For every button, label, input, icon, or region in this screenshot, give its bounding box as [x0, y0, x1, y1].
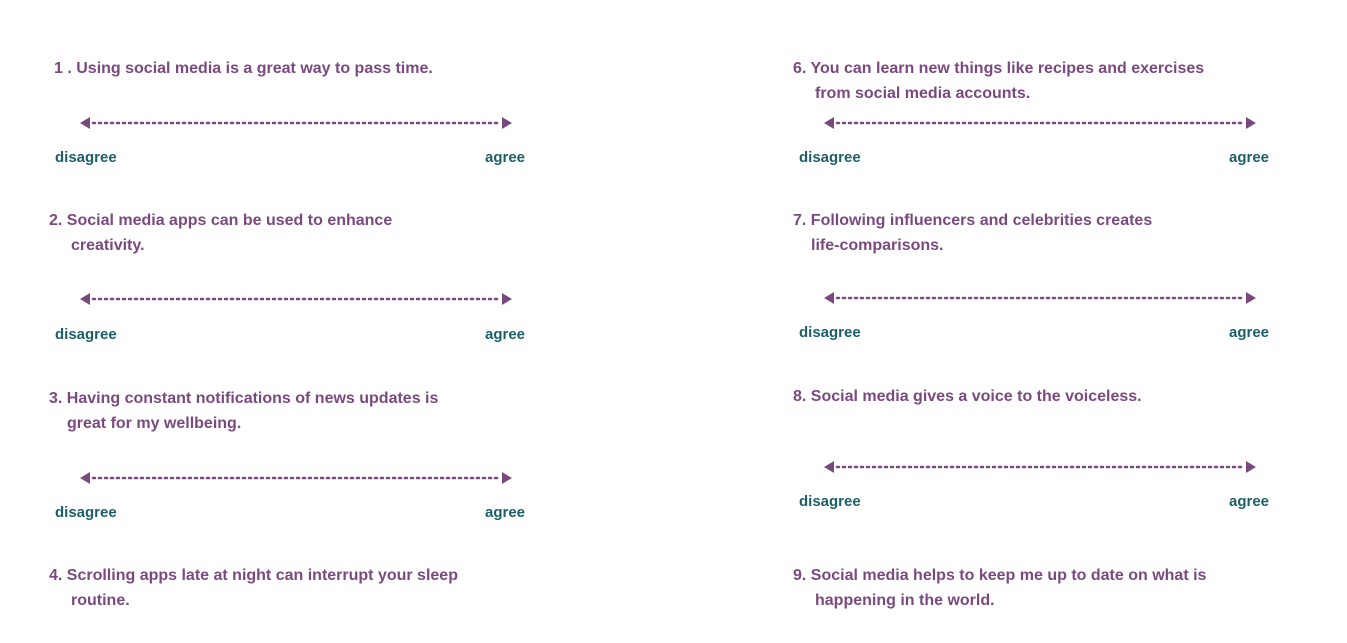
question-2-text-cont: creativity.	[71, 237, 145, 254]
agree-label-1: agree	[485, 149, 526, 166]
question-4	[49, 563, 458, 613]
question-2	[49, 208, 392, 258]
agree-scale-7[interactable]	[824, 291, 1256, 305]
question-4-text: 4. Scrolling apps late at night can interrupt your sleep	[49, 567, 458, 584]
agree-scale-3[interactable]	[80, 471, 512, 485]
disagree-label-7: disagree	[799, 324, 861, 341]
question-6-text-cont: from social media accounts.	[815, 85, 1031, 102]
agree-scale-8[interactable]	[824, 460, 1256, 474]
agree-scale-6[interactable]	[824, 116, 1256, 130]
agree-scale-2[interactable]	[80, 292, 512, 306]
question-3-text: 3. Having constant notifications of news updates is	[49, 390, 439, 407]
question-1-text: 1 . Using social media is a great way to pass time.	[54, 60, 433, 77]
question-9-text: 9. Social media helps to keep me up to date on what is	[793, 567, 1207, 584]
question-7-text: 7. Following influencers and celebrities creates	[793, 212, 1153, 229]
question-7-text-cont: life-comparisons.	[811, 237, 944, 254]
disagree-label-8: disagree	[799, 493, 861, 510]
question-7	[793, 208, 1152, 258]
question-6	[793, 56, 1204, 106]
disagree-label-2: disagree	[55, 326, 117, 343]
agree-label-6: agree	[1229, 149, 1270, 166]
agree-label-3: agree	[485, 504, 526, 521]
agree-label-7: agree	[1229, 324, 1270, 341]
question-3-text-cont: great for my wellbeing.	[67, 415, 242, 432]
question-2-text: 2. Social media apps can be used to enhance	[49, 212, 393, 229]
disagree-label-6: disagree	[799, 149, 861, 166]
agree-scale-1[interactable]	[80, 116, 512, 130]
agree-label-2: agree	[485, 326, 526, 343]
question-8	[793, 384, 1142, 409]
question-3	[49, 386, 438, 436]
question-1	[54, 56, 433, 81]
question-6-text: 6. You can learn new things like recipes and exercises	[793, 60, 1205, 77]
disagree-label-3: disagree	[55, 504, 117, 521]
agree-label-8: agree	[1229, 493, 1270, 510]
question-9	[793, 563, 1206, 613]
question-4-text-cont: routine.	[71, 592, 130, 609]
question-8-text: 8. Social media gives a voice to the voiceless.	[793, 388, 1142, 405]
question-9-text-cont: happening in the world.	[815, 592, 995, 609]
disagree-label-1: disagree	[55, 149, 117, 166]
